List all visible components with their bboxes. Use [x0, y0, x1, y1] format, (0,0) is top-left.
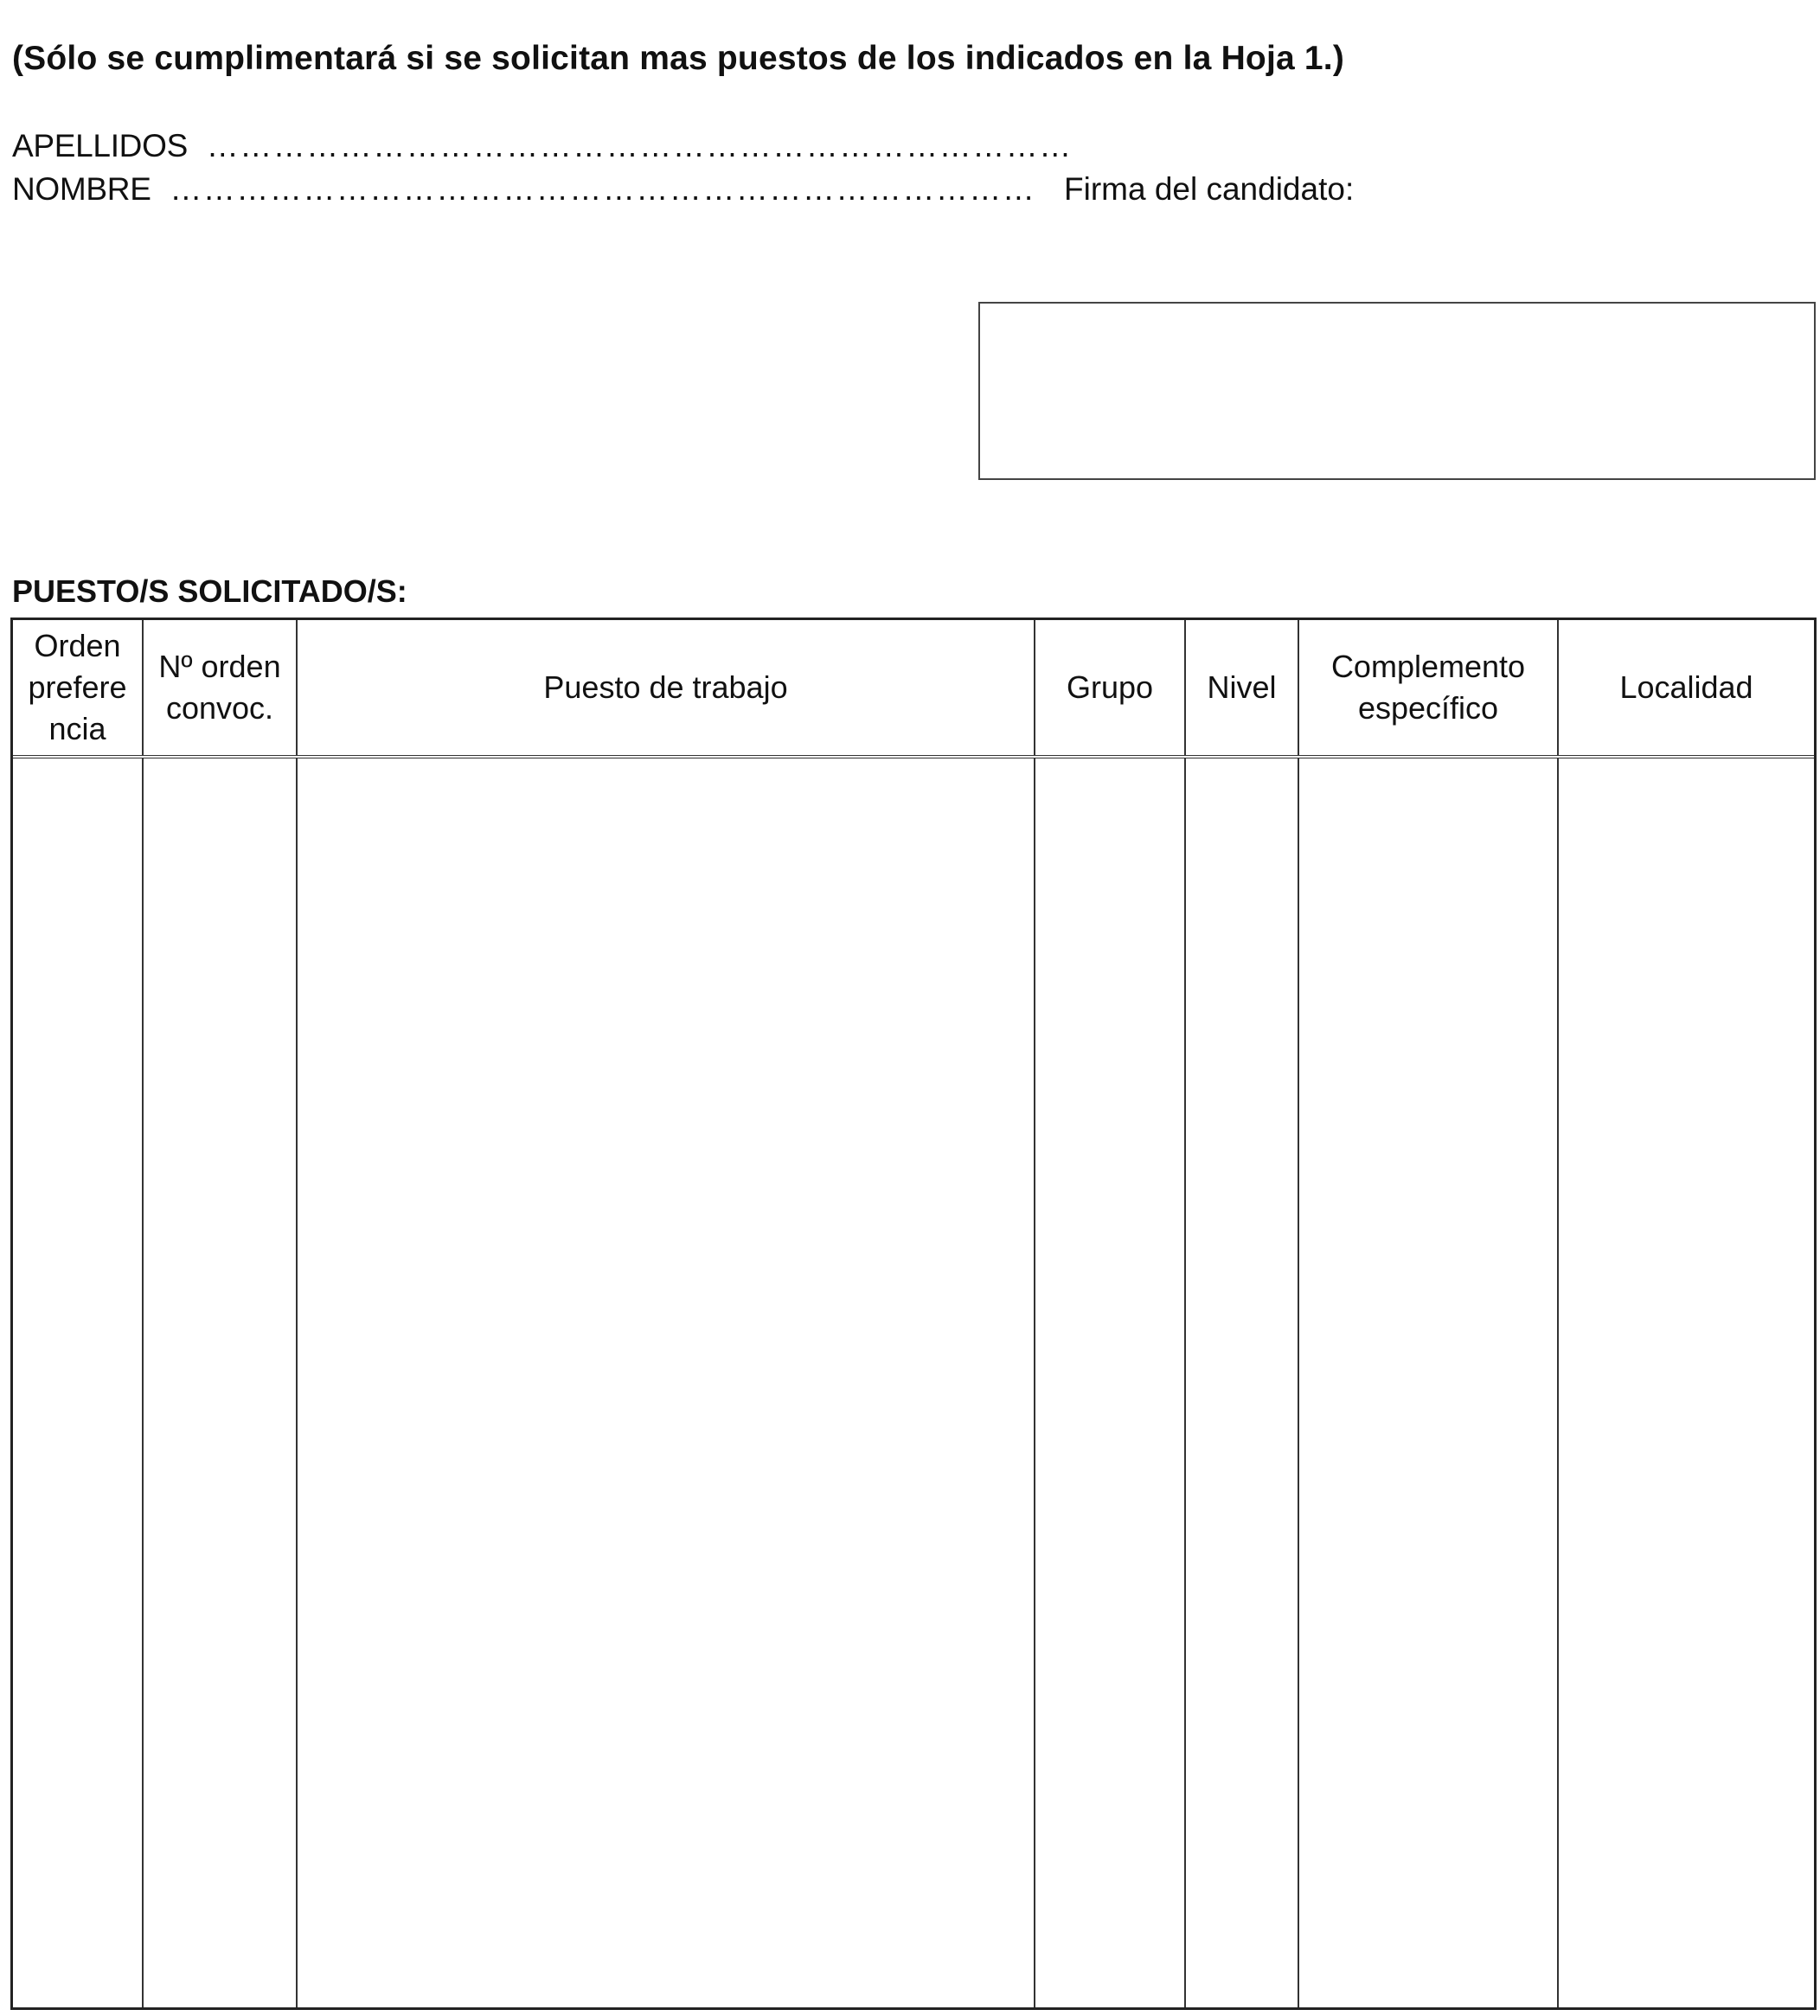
- cell-localidad[interactable]: [1558, 757, 1814, 2007]
- apellidos-field[interactable]: [12, 128, 1073, 164]
- header-numero-orden: Nº orden convoc.: [143, 620, 297, 757]
- cell-complemento-especifico[interactable]: [1298, 757, 1558, 2007]
- apellidos-label: APELLIDOS: [12, 128, 188, 163]
- header-nivel: Nivel: [1185, 620, 1298, 757]
- cell-nivel[interactable]: [1185, 757, 1298, 2007]
- header-puesto-trabajo: Puesto de trabajo: [297, 620, 1035, 757]
- firma-label: Firma del candidato:: [1064, 171, 1355, 207]
- positions-table: [10, 618, 1817, 2010]
- header-orden-preferencia: Orden prefere ncia: [13, 620, 143, 757]
- nombre-label: NOMBRE: [12, 171, 151, 207]
- table-header-row: [13, 620, 1814, 757]
- cell-numero-orden[interactable]: [143, 757, 297, 2007]
- nombre-field[interactable]: [12, 171, 1035, 208]
- cell-grupo[interactable]: [1035, 757, 1185, 2007]
- section-title: PUESTO/S SOLICITADO/S:: [12, 573, 407, 609]
- apellidos-dotted-line: ……………………………………………………………………: [195, 128, 1073, 163]
- header-grupo: Grupo: [1035, 620, 1185, 757]
- cell-puesto-trabajo[interactable]: [297, 757, 1035, 2007]
- header-localidad: Localidad: [1558, 620, 1814, 757]
- table-body-row: [13, 757, 1814, 2007]
- header-complemento-especifico: Complemento específico: [1298, 620, 1558, 757]
- cell-orden-preferencia[interactable]: [13, 757, 143, 2007]
- nombre-dotted-line: ……………………………………………………………………: [159, 171, 1036, 207]
- form-note: (Sólo se cumplimentará si se solicitan mas puestos de los indicados en la Hoja 1.): [12, 40, 1345, 77]
- signature-box[interactable]: [978, 302, 1816, 480]
